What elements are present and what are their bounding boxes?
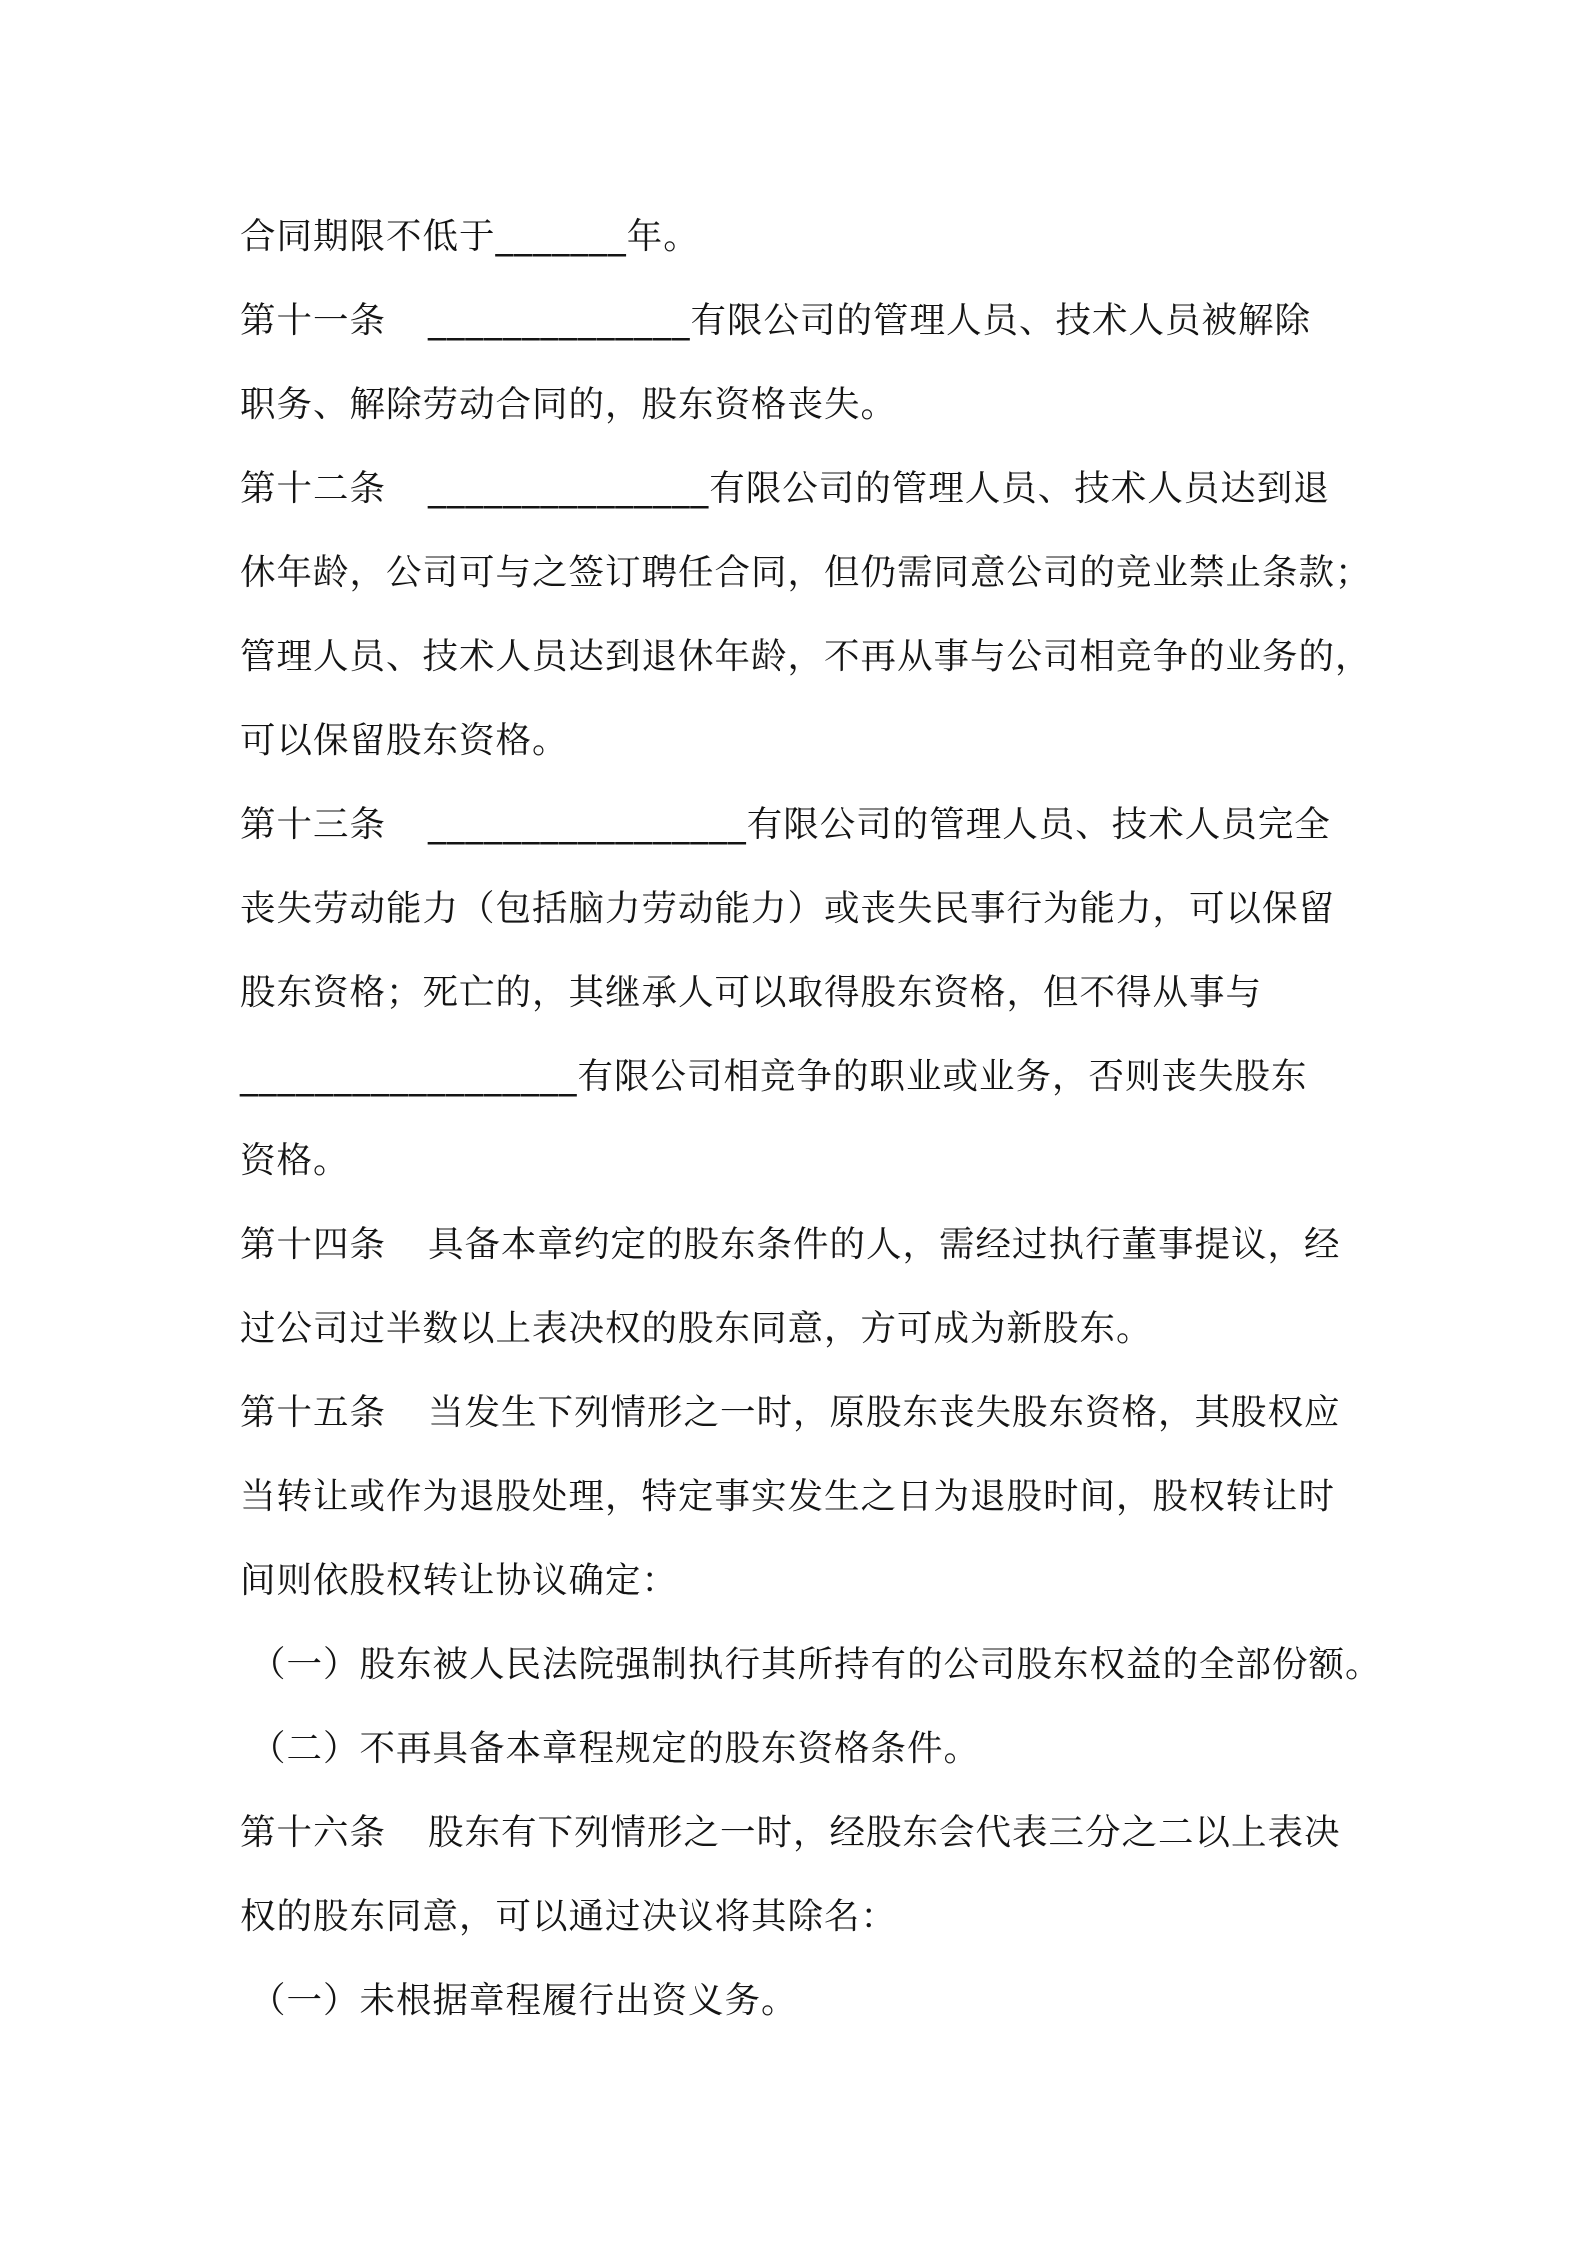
list-item xyxy=(250,1641,1380,1689)
line-text: 间则依股权转让协议确定： xyxy=(240,1560,679,1601)
line-text: 管理人员、技术人员达到退休年龄，不再从事与公司相竞争的业务的， xyxy=(240,636,1372,677)
text-line xyxy=(240,969,1370,1017)
article-15-heading-line xyxy=(240,1389,1370,1437)
line-text: 可以保留股东资格。 xyxy=(240,720,569,761)
article-13-heading-line xyxy=(240,801,1370,849)
text-line xyxy=(240,1137,1370,1185)
line-text: 合同期限不低于_______年。 xyxy=(240,216,700,257)
list-item xyxy=(250,1725,1380,1773)
list-item xyxy=(250,1977,1380,2025)
article-11-heading-line xyxy=(240,297,1370,345)
line-text: 资格。 xyxy=(240,1140,350,1181)
text-line xyxy=(240,1305,1370,1353)
line-text: 休年龄，公司可与之签订聘任合同，但仍需同意公司的竞业禁止条款； xyxy=(240,552,1372,593)
line-text: （二）不再具备本章程规定的股东资格条件。 xyxy=(250,1728,981,1769)
text-line xyxy=(240,381,1370,429)
line-text: 具备本章约定的股东条件的人，需经过执行董事提议，经 xyxy=(428,1224,1341,1265)
line-text: （一）股东被人民法院强制执行其所持有的公司股东权益的全部份额。 xyxy=(250,1644,1382,1685)
line-text: 丧失劳动能力（包括脑力劳动能力）或丧失民事行为能力，可以保留 xyxy=(240,888,1336,929)
line-text: __________________有限公司相竞争的职业或业务，否则丧失股东 xyxy=(240,1056,1308,1097)
text-line xyxy=(240,213,1370,261)
text-line xyxy=(240,633,1370,681)
line-text: 当转让或作为退股处理，特定事实发生之日为退股时间，股权转让时 xyxy=(240,1476,1336,1517)
text-line xyxy=(240,1053,1370,1101)
article-12-heading-line xyxy=(240,465,1370,513)
text-line xyxy=(240,1473,1370,1521)
line-text: 权的股东同意，可以通过决议将其除名： xyxy=(240,1896,898,1937)
text-line xyxy=(240,549,1370,597)
text-line xyxy=(240,717,1370,765)
article-number: 第十一条 xyxy=(240,300,387,341)
article-number: 第十三条 xyxy=(240,804,387,845)
article-16-heading-line xyxy=(240,1809,1370,1857)
line-text: 股东有下列情形之一时，经股东会代表三分之二以上表决 xyxy=(428,1812,1341,1853)
article-14-heading-line xyxy=(240,1221,1370,1269)
article-number: 第十五条 xyxy=(240,1392,387,1433)
line-text: 过公司过半数以上表决权的股东同意，方可成为新股东。 xyxy=(240,1308,1153,1349)
text-line xyxy=(240,1893,1370,1941)
line-text: 职务、解除劳动合同的，股东资格丧失。 xyxy=(240,384,898,425)
line-text: _________________有限公司的管理人员、技术人员完全 xyxy=(428,804,1331,845)
line-text: _______________有限公司的管理人员、技术人员达到退 xyxy=(428,468,1330,509)
line-text: ______________有限公司的管理人员、技术人员被解除 xyxy=(428,300,1312,341)
text-line xyxy=(240,1557,1370,1605)
article-number: 第十二条 xyxy=(240,468,387,509)
article-number: 第十六条 xyxy=(240,1812,387,1853)
text-line xyxy=(240,885,1370,933)
line-text: 股东资格；死亡的，其继承人可以取得股东资格，但不得从事与 xyxy=(240,972,1263,1013)
line-text: 当发生下列情形之一时，原股东丧失股东资格，其股权应 xyxy=(428,1392,1341,1433)
article-number: 第十四条 xyxy=(240,1224,387,1265)
line-text: （一）未根据章程履行出资义务。 xyxy=(250,1980,798,2021)
